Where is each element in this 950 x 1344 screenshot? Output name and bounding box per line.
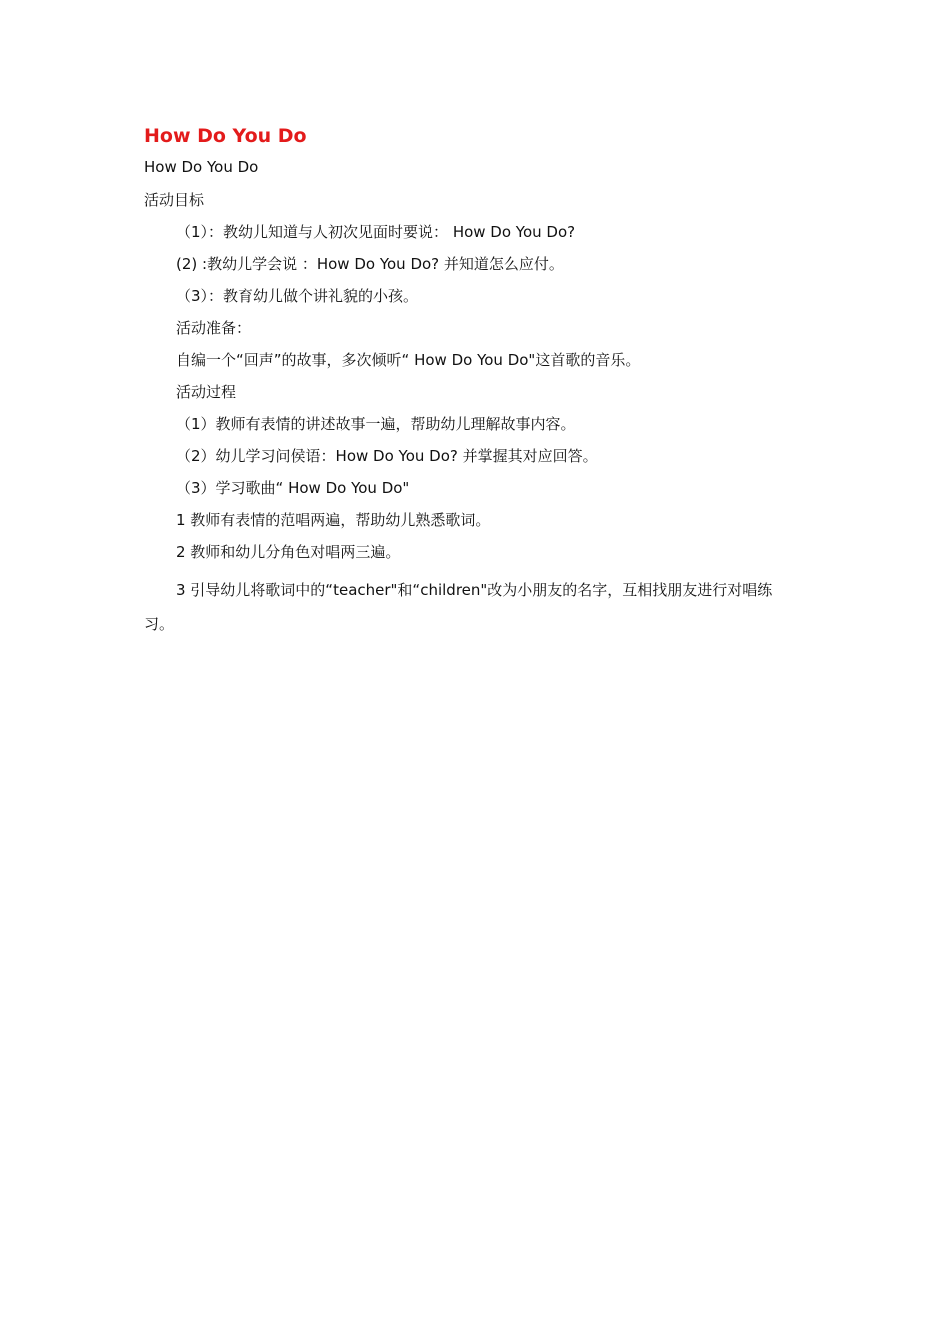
song-step-1: 1 教师有表情的范唱两遍，帮助幼儿熟悉歌词。 [176,511,491,529]
song-step-3: 3 引导幼儿将歌词中的“teacher"和“children"改为小朋友的名字，互相找朋友进行对唱练习。 [144,581,773,633]
process-item-2: （2）幼儿学习问侯语：How Do You Do? 并掌握其对应回答。 [176,447,598,465]
process-item-1: （1）教师有表情的讲述故事一遍，帮助幼儿理解故事内容。 [176,415,576,433]
document-body [144,122,798,641]
goal-item-1: （1）：教幼儿知道与人初次见面时要说： How Do You Do? [176,223,576,241]
section-heading-goals: 活动目标 [144,191,205,209]
document-subtitle: How Do You Do [144,158,259,176]
document-title: How Do You Do [144,125,307,147]
preparation-text: 自编一个“回声”的故事，多次倾听“ How Do You Do"这首歌的音乐。 [176,351,641,369]
goal-item-3: （3）：教育幼儿做个讲礼貌的小孩。 [176,287,419,305]
process-item-3: （3）学习歌曲“ How Do You Do" [176,479,410,497]
section-heading-process: 活动过程 [176,383,237,401]
song-step-2: 2 教师和幼儿分角色对唱两三遍。 [176,543,401,561]
section-heading-preparation: 活动准备： [176,319,252,337]
goal-item-2: (2) :教幼儿学会说 ：How Do You Do? 并知道怎么应付。 [176,255,564,273]
